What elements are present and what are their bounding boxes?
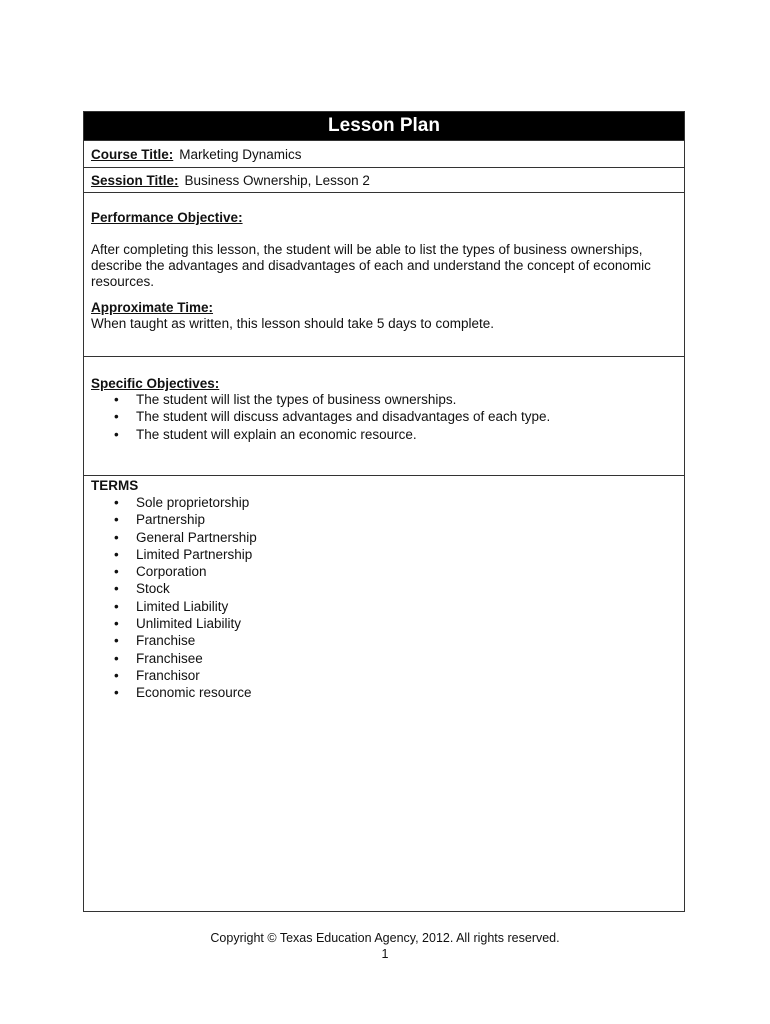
- list-item: [91, 563, 676, 580]
- list-item: [91, 408, 676, 425]
- list-item: [91, 529, 676, 546]
- session-title-label: Session Title:: [91, 173, 179, 188]
- approximate-time-text: When taught as written, this lesson should take 5 days to complete.: [91, 316, 494, 331]
- copyright-notice: Copyright © Texas Education Agency, 2012. All rights reserved.: [210, 931, 560, 945]
- term-text: Corporation: [136, 564, 207, 580]
- list-item: [91, 598, 676, 615]
- list-item: [91, 494, 676, 511]
- course-title-value: Marketing Dynamics: [179, 147, 302, 162]
- lesson-plan-table: [83, 111, 685, 912]
- term-text: Stock: [136, 581, 170, 597]
- list-item: [91, 511, 676, 528]
- terms-list: [91, 494, 676, 702]
- session-title-value: Business Ownership, Lesson 2: [184, 173, 370, 188]
- specific-objective-text: The student will explain an economic resource.: [136, 426, 417, 442]
- term-text: Partnership: [136, 512, 206, 528]
- list-item: [91, 546, 676, 563]
- term-text: General Partnership: [136, 529, 257, 545]
- approximate-time-label: Approximate Time:: [91, 300, 214, 315]
- bullet-icon: •: [114, 512, 119, 528]
- term-text: Franchisee: [136, 650, 203, 666]
- terms-heading: TERMS: [91, 478, 139, 493]
- list-item: [91, 391, 676, 408]
- term-text: Franchisor: [136, 667, 200, 683]
- specific-objective-text: The student will list the types of business ownerships.: [136, 392, 457, 407]
- bullet-icon: •: [114, 685, 119, 701]
- performance-objective-section: [84, 193, 684, 357]
- list-item: [91, 615, 676, 632]
- list-item: [91, 667, 676, 684]
- performance-objective-label: Performance Objective:: [91, 210, 243, 225]
- list-item: [91, 426, 676, 443]
- term-text: Unlimited Liability: [136, 616, 242, 632]
- bullet-icon: •: [114, 409, 119, 425]
- course-title-label: Course Title:: [91, 147, 174, 162]
- bullet-icon: •: [114, 616, 119, 632]
- bullet-icon: •: [114, 529, 119, 545]
- bullet-icon: •: [114, 392, 119, 407]
- bullet-icon: •: [114, 495, 119, 510]
- bullet-icon: •: [114, 667, 119, 683]
- session-title-row: [84, 168, 684, 193]
- term-text: Sole proprietorship: [136, 495, 250, 510]
- terms-section: [84, 476, 684, 702]
- page-number: 1: [381, 947, 389, 961]
- term-text: Limited Partnership: [136, 546, 253, 562]
- bullet-icon: •: [114, 564, 119, 580]
- list-item: [91, 650, 676, 667]
- term-text: Franchise: [136, 633, 196, 649]
- list-item: [91, 684, 676, 701]
- course-title-row: [84, 141, 684, 168]
- specific-objective-text: The student will discuss advantages and disadvantages of each type.: [136, 409, 551, 425]
- term-text: Economic resource: [136, 685, 252, 701]
- bullet-icon: •: [114, 598, 119, 614]
- performance-objective-text: After completing this lesson, the student will be able to list the types of business ownerships, describe the advantages and disadvantages of each and understand the concept of economic resources.: [91, 242, 651, 289]
- lesson-plan-title: Lesson Plan: [84, 112, 684, 141]
- specific-objectives-list: [91, 391, 676, 443]
- bullet-icon: •: [114, 546, 119, 562]
- list-item: [91, 632, 676, 649]
- list-item: [91, 580, 676, 597]
- term-text: Limited Liability: [136, 598, 229, 614]
- specific-objectives-label: Specific Objectives:: [91, 376, 220, 391]
- specific-objectives-section: [84, 357, 684, 476]
- bullet-icon: •: [114, 581, 119, 597]
- bullet-icon: •: [114, 650, 119, 666]
- bullet-icon: •: [114, 633, 119, 649]
- bullet-icon: •: [114, 426, 119, 442]
